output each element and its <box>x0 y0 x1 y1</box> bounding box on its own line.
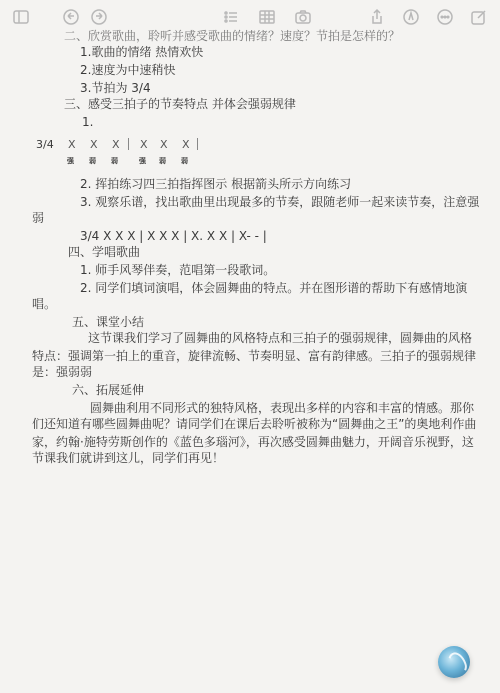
section-heading: 四、学唱歌曲 <box>68 245 141 259</box>
bar-line <box>197 138 198 150</box>
list-item: 2.速度为中速稍快 <box>80 63 176 77</box>
rhythm-line: 3/4 X X X | X X X | X. X X | X- - | <box>80 229 267 243</box>
section-heading: 二、欣赏歌曲，聆听并感受歌曲的情绪？速度？节拍是怎样的？ <box>64 29 401 43</box>
paragraph-line: 圆舞曲利用不同形式的独特风格，表现出多样的内容和丰富的情感。那你 <box>90 401 475 415</box>
accent-mark: 弱 <box>181 157 188 165</box>
list-item: 1. <box>82 115 94 129</box>
rhythm-note: X <box>160 138 168 151</box>
rhythm-notation <box>0 138 500 168</box>
list-item: 2. 挥拍练习四三拍指挥图示 根据箭头所示方向练习 <box>80 177 352 191</box>
accent-mark: 强 <box>139 157 146 165</box>
paragraph-line: 家，约翰·施特劳斯创作的《蓝色多瑙河》，再次感受圆舞曲魅力，开阔音乐视野，这 <box>32 435 474 449</box>
list-item: 1.歌曲的情绪 热情欢快 <box>80 45 204 59</box>
accent-mark: 强 <box>67 157 74 165</box>
rhythm-note: X <box>112 138 120 151</box>
rhythm-note: X <box>140 138 148 151</box>
list-item: 3. 观察乐谱，找出歌曲里出现最多的节奏，跟随老师一起来读节奏，注意强 <box>80 195 480 209</box>
accent-mark: 弱 <box>111 157 118 165</box>
list-item: 1. 师手风琴伴奏，范唱第一段歌词。 <box>80 263 276 277</box>
paragraph-line: 们还知道有哪些圆舞曲呢？请同学们在课后去聆听被称为“圆舞曲之王”的奥地利作曲 <box>32 417 477 431</box>
section-heading: 六、拓展延伸 <box>72 383 145 397</box>
rhythm-note: X <box>182 138 190 151</box>
paragraph-line: 特点：强调第一拍上的重音，旋律流畅、节奏明显、富有韵律感。三拍子的强弱规律 <box>32 349 477 363</box>
accent-mark: 弱 <box>89 157 96 165</box>
accent-mark: 弱 <box>159 157 166 165</box>
paragraph-line: 唱。 <box>32 297 57 311</box>
list-item: 3.节拍为 3/4 <box>80 81 151 95</box>
paragraph-line: 是：强弱弱 <box>32 365 93 379</box>
rhythm-note: X <box>90 138 98 151</box>
bar-line <box>128 138 129 150</box>
section-heading: 五、课堂小结 <box>72 315 145 329</box>
section-heading: 三、感受三拍子的节奏特点 并体会强弱规律 <box>64 97 296 111</box>
rhythm-note: X <box>68 138 76 151</box>
siri-assistant-icon[interactable] <box>438 646 470 678</box>
time-signature: 3/4 <box>36 138 54 151</box>
list-item: 2. 同学们填词演唱，体会圆舞曲的特点。并在图形谱的帮助下有感情地演 <box>80 281 468 295</box>
paragraph-line: 弱 <box>32 211 45 225</box>
paragraph-line: 这节课我们学习了圆舞曲的风格特点和三拍子的强弱规律，圆舞曲的风格 <box>88 331 473 345</box>
paragraph-line: 节课我们就讲到这儿，同学们再见！ <box>32 451 225 465</box>
